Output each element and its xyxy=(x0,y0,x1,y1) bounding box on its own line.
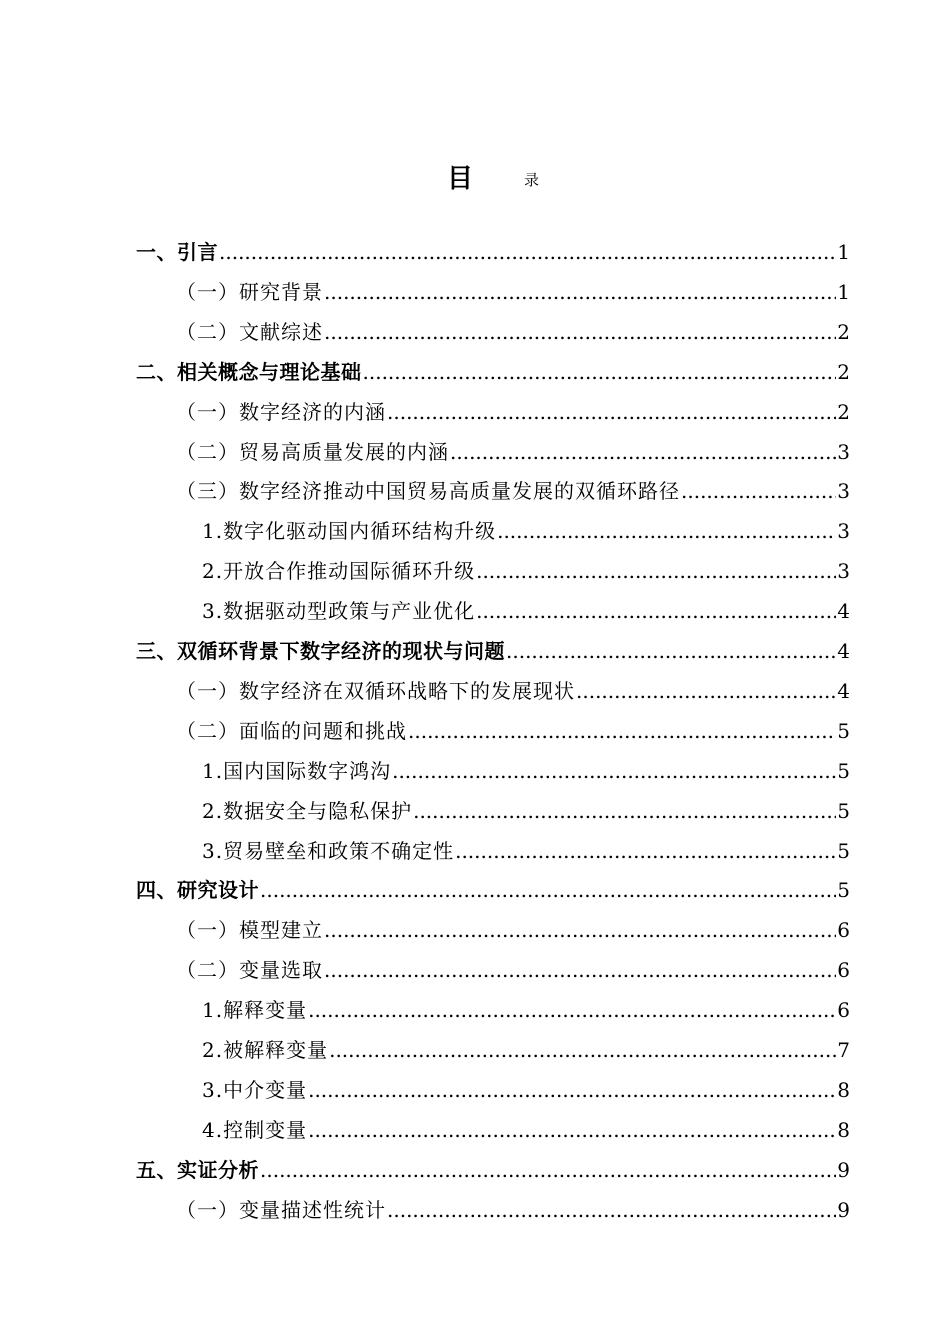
toc-entry-label: 3.中介变量 xyxy=(202,1077,308,1102)
toc-entry-page-number: 9 xyxy=(837,1157,850,1182)
toc-entry-level1[interactable] xyxy=(136,635,850,669)
toc-entry-label: 二、相关概念与理论基础 xyxy=(136,359,362,384)
toc-entry-level3[interactable] xyxy=(202,795,850,829)
toc-dot-leader xyxy=(324,918,836,942)
toc-entry-page-number: 5 xyxy=(837,718,850,743)
toc-entry-level3[interactable] xyxy=(202,755,850,789)
toc-dot-leader xyxy=(324,320,836,344)
toc-entry-level2[interactable] xyxy=(176,475,850,509)
toc-entry-level3[interactable] xyxy=(202,1074,850,1108)
toc-entry-label: （二）面临的问题和挑战 xyxy=(176,718,407,743)
toc-entry-level1[interactable] xyxy=(136,236,850,270)
toc-entry-page-number: 3 xyxy=(837,439,850,464)
toc-entry-page-number: 1 xyxy=(837,279,850,304)
toc-entry-level3[interactable] xyxy=(202,555,850,589)
toc-entry-label: 2.开放合作推动国际循环升级 xyxy=(202,559,476,584)
toc-entry-level2[interactable] xyxy=(176,1194,850,1228)
toc-entry-page-number: 1 xyxy=(837,240,850,264)
toc-dot-leader xyxy=(260,878,836,902)
toc-entry-level3[interactable] xyxy=(202,835,850,869)
toc-entry-level2[interactable] xyxy=(176,276,850,310)
toc-title-part1: 目 xyxy=(447,164,474,194)
toc-entry-level3[interactable] xyxy=(202,1114,850,1148)
toc-dot-leader xyxy=(308,1118,836,1142)
toc-entry-label: 3.贸易壁垒和政策不确定性 xyxy=(202,838,455,863)
toc-entry-label: 4.控制变量 xyxy=(202,1117,308,1142)
toc-entry-label: （一）数字经济的内涵 xyxy=(176,399,386,424)
toc-title-part2: 录 xyxy=(524,171,540,189)
toc-dot-leader xyxy=(324,280,836,304)
toc-entry-page-number: 9 xyxy=(837,1197,850,1222)
toc-entry-label: （二）贸易高质量发展的内涵 xyxy=(176,439,449,464)
toc-entry-label: 3.数据驱动型政策与产业优化 xyxy=(202,599,476,624)
toc-entry-label: （一）数字经济在双循环战略下的发展现状 xyxy=(176,678,575,703)
toc-entry-label: 2.数据安全与隐私保护 xyxy=(202,798,413,823)
toc-title xyxy=(0,158,950,198)
toc-entry-page-number: 3 xyxy=(837,479,850,504)
toc-entry-level1[interactable] xyxy=(136,1154,850,1188)
toc-entry-page-number: 5 xyxy=(837,798,850,823)
toc-entry-page-number: 4 xyxy=(837,599,850,624)
toc-dot-leader xyxy=(387,400,836,424)
toc-dot-leader xyxy=(387,1198,836,1222)
toc-entry-page-number: 4 xyxy=(837,639,850,663)
toc-entry-page-number: 2 xyxy=(837,399,850,424)
toc-entry-page-number: 3 xyxy=(837,559,850,584)
toc-entry-level2[interactable] xyxy=(176,675,850,709)
toc-entry-page-number: 6 xyxy=(837,998,850,1023)
toc-entry-label: 1.解释变量 xyxy=(202,998,308,1023)
toc-dot-leader xyxy=(450,440,836,464)
toc-dot-leader xyxy=(363,360,837,384)
toc-entry-page-number: 5 xyxy=(837,878,850,903)
toc-dot-leader xyxy=(497,519,836,543)
toc-entry-page-number: 7 xyxy=(837,1038,850,1062)
toc-entry-level2[interactable] xyxy=(176,396,850,430)
toc-dot-leader xyxy=(408,719,836,743)
toc-dot-leader xyxy=(329,1038,836,1062)
toc-entry-page-number: 2 xyxy=(837,359,850,384)
toc-entry-level2[interactable] xyxy=(176,914,850,948)
toc-dot-leader xyxy=(506,639,836,663)
toc-entry-label: （一）研究背景 xyxy=(176,279,323,304)
toc-entry-level1[interactable] xyxy=(136,874,850,908)
toc-entry-page-number: 5 xyxy=(837,838,850,863)
toc-entry-label: 三、双循环背景下数字经济的现状与问题 xyxy=(136,639,505,663)
toc-dot-leader xyxy=(681,479,836,503)
toc-entry-page-number: 6 xyxy=(837,918,850,943)
toc-entry-page-number: 3 xyxy=(837,519,850,544)
toc-dot-leader xyxy=(413,799,836,823)
toc-entry-label: 2.被解释变量 xyxy=(202,1038,329,1062)
toc-dot-leader xyxy=(576,679,836,703)
toc-entry-label: （二）文献综述 xyxy=(176,319,323,344)
toc-dot-leader xyxy=(455,839,836,863)
toc-dot-leader xyxy=(308,998,836,1022)
toc-entry-label: 五、实证分析 xyxy=(136,1157,259,1182)
toc-entry-label: 四、研究设计 xyxy=(136,878,259,903)
toc-entry-level3[interactable] xyxy=(202,515,850,549)
toc-entry-page-number: 8 xyxy=(837,1077,850,1102)
toc-entry-level1[interactable] xyxy=(136,356,850,390)
toc-entry-page-number: 5 xyxy=(837,758,850,783)
toc-dot-leader xyxy=(392,759,836,783)
toc-entry-label: （三）数字经济推动中国贸易高质量发展的双循环路径 xyxy=(176,479,680,504)
toc-entry-level3[interactable] xyxy=(202,1034,850,1068)
toc-dot-leader xyxy=(308,1078,836,1102)
toc-entry-label: （一）模型建立 xyxy=(176,918,323,943)
toc-dot-leader xyxy=(260,1158,836,1182)
toc-dot-leader xyxy=(324,958,836,982)
toc-entry-page-number: 8 xyxy=(837,1117,850,1142)
toc-entry-level3[interactable] xyxy=(202,595,850,629)
toc-entry-label: 1.国内国际数字鸿沟 xyxy=(202,758,392,783)
toc-entry-label: （一）变量描述性统计 xyxy=(176,1197,386,1222)
toc-dot-leader xyxy=(476,559,836,583)
toc-entry-label: （二）变量选取 xyxy=(176,958,323,983)
toc-entry-page-number: 2 xyxy=(837,319,850,344)
toc-entry-page-number: 4 xyxy=(837,678,850,703)
toc-entry-label: 1.数字化驱动国内循环结构升级 xyxy=(202,519,497,544)
toc-entry-level2[interactable] xyxy=(176,436,850,470)
toc-entry-level2[interactable] xyxy=(176,316,850,350)
toc-entry-level3[interactable] xyxy=(202,994,850,1028)
toc-entry-level2[interactable] xyxy=(176,715,850,749)
toc-dot-leader xyxy=(219,240,836,264)
toc-entry-page-number: 6 xyxy=(837,958,850,983)
toc-dot-leader xyxy=(476,599,836,623)
toc-entry-label: 一、引言 xyxy=(136,240,218,264)
toc-entry-level2[interactable] xyxy=(176,954,850,988)
